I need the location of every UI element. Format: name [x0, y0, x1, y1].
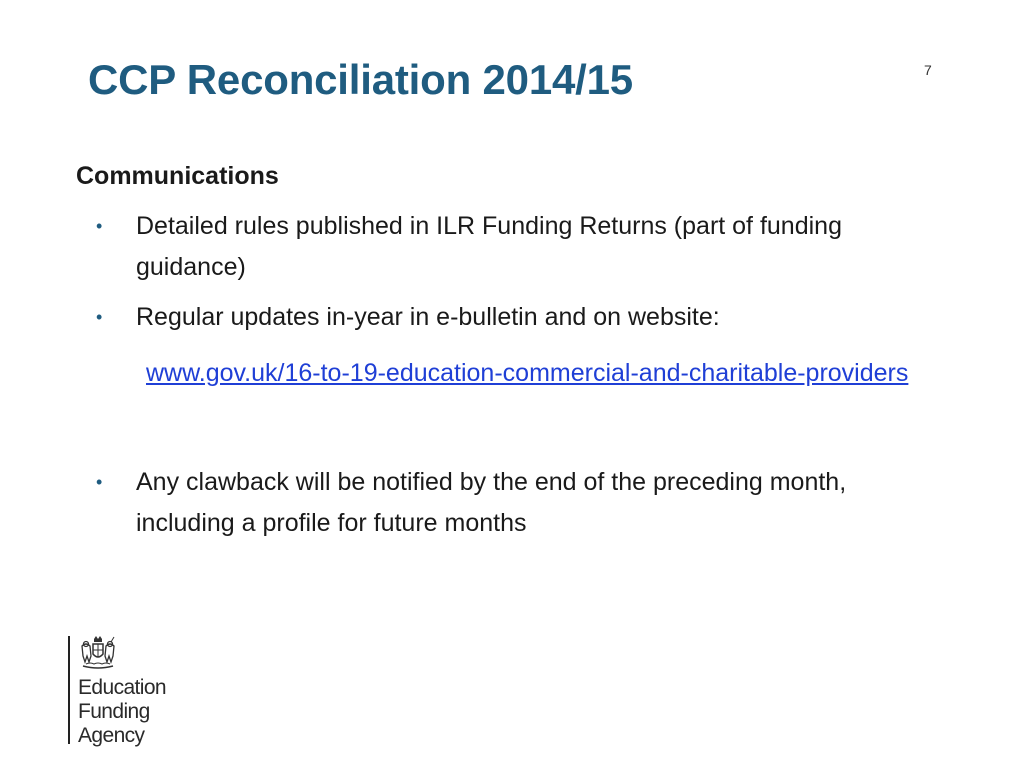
bullet-item: [96, 297, 876, 338]
royal-coat-of-arms-icon: [78, 636, 118, 672]
section-heading: Communications: [76, 162, 279, 190]
logo-divider: [68, 636, 70, 744]
logo-line: Education: [78, 676, 167, 699]
logo-line: Funding: [78, 700, 150, 723]
bullet-marker: •: [96, 472, 103, 492]
bullet-marker: •: [96, 307, 103, 327]
bullet-item: [96, 462, 876, 544]
logo-line: Agency: [78, 724, 145, 747]
bullet-item: [96, 206, 876, 288]
bullet-text: Any clawback will be notified by the end of the preceding month, including a profile for future months: [136, 468, 847, 537]
logo-wordmark: [78, 676, 166, 748]
page-title: CCP Reconciliation 2014/15: [88, 56, 633, 103]
education-funding-agency-logo: [68, 636, 198, 748]
page-number: 7: [924, 62, 932, 78]
bullet-marker: •: [96, 216, 103, 236]
bullet-text: Regular updates in-year in e-bulletin and on website:: [136, 303, 720, 331]
website-link[interactable]: www.gov.uk/16-to-19-education-commercial-and-charitable-providers: [146, 359, 909, 387]
bullet-text: Detailed rules published in ILR Funding Returns (part of funding guidance): [136, 212, 842, 281]
